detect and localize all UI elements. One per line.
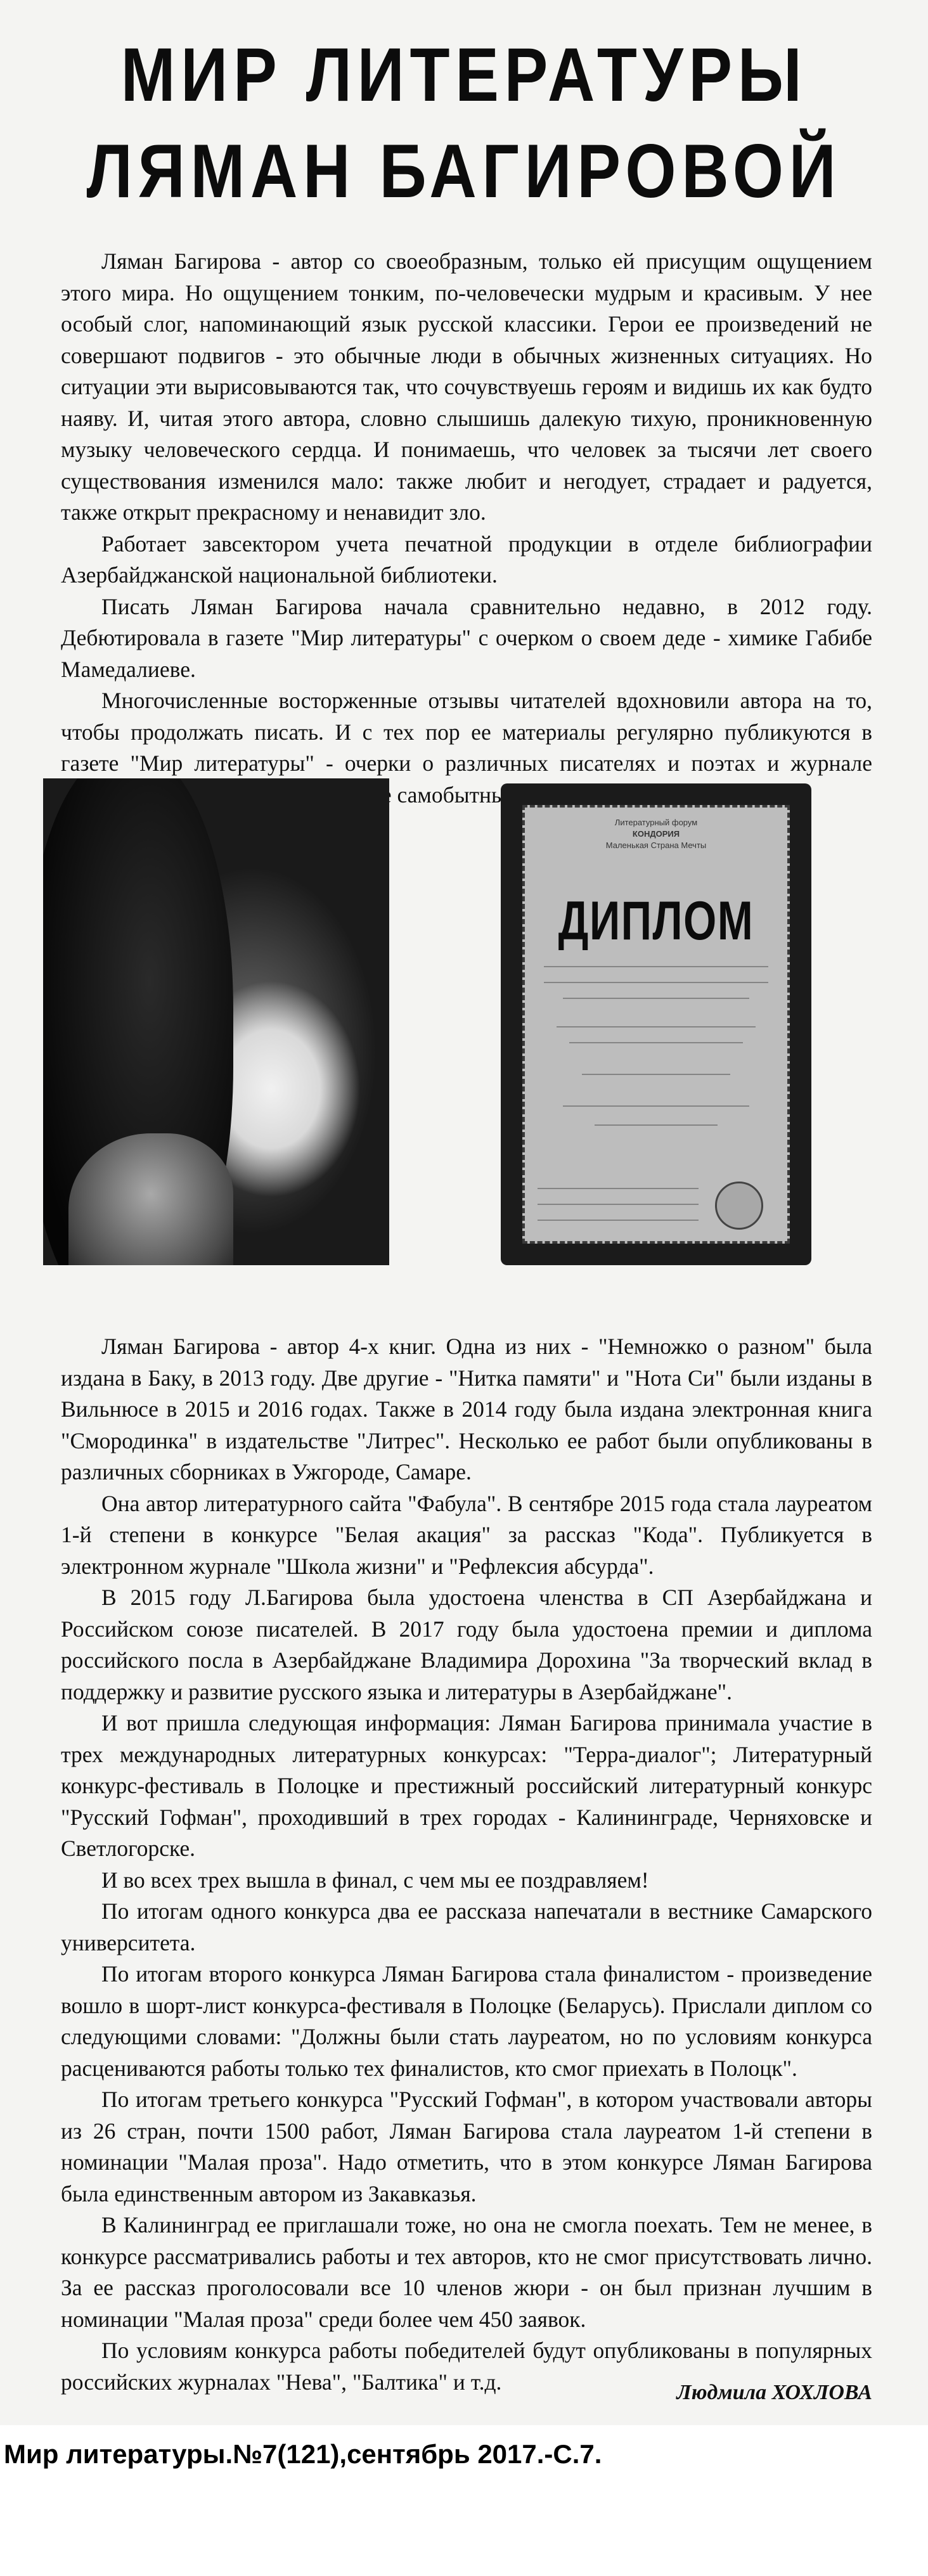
diploma-text-line (563, 998, 749, 999)
paragraph: Многочисленные восторженные отзывы читателей вдохновили автора на то, чтобы продолжать писать. И с тех пор ее материалы регулярно публикуются в газете "Мир литературы" - очерки о различных писателях и поэтах и журнале самобытные (61, 688, 872, 808)
diploma-text-line (538, 1220, 699, 1221)
diploma-header-1: Литературный форум (614, 818, 698, 827)
paragraph: По условиям конкурса работы победителей будут опубликованы в популярных российских журналах "Нева", "Балтика" и т.д. (61, 2338, 872, 2395)
paragraph: В Калининград ее приглашали тоже, но она не смогла поехать. Тем не менее, в конкурсе рассматривались работы и тех авторов, кто не смог присутствовать лично. За ее рассказ проголосовали все 10 членов жюри - он был признан лучшим в номинации "Малая проза" среди более чем 450 заявок. (61, 2212, 872, 2332)
paragraph: Ляман Багирова - автор 4-х книг. Одна из них - "Немножко о разном" была издана в Баку, в 2013 году. Две другие - "Нитка памяти" и "Нота Си" были изданы в Вильнюсе в 2015 и 2016 годах. Также в 2014 году была издана электронная книга "Смородинка" в издательстве "Литрес". Несколько ее работ были опубликованы в различных сборниках в Ужгороде, Самаре. (61, 1334, 872, 1484)
diploma-text-line (544, 982, 768, 983)
diploma-text-line (557, 1026, 756, 1027)
diploma-text-line (595, 1124, 718, 1126)
diploma-text-line (569, 1042, 743, 1043)
intro-text (61, 246, 872, 811)
headline-line-1: МИР ЛИТЕРАТУРЫ (120, 32, 808, 117)
diploma-title: ДИПЛОМ (558, 891, 754, 951)
diploma-text-line (544, 966, 768, 967)
headline-line-2: ЛЯМАН БАГИРОВОЙ (86, 129, 842, 214)
paragraph: И во всех трех вышла в финал, с чем мы ее поздравляем! (101, 1867, 649, 1893)
paragraph: Писать Ляман Багирова начала сравнительно недавно, в 2012 году. Дебютировала в газете "Мир литературы" с очерком о своем деде - химике Габибе Мамедалиеве. (61, 593, 872, 682)
diploma-image (501, 783, 811, 1265)
diploma-header-3: Маленькая Страна Мечты (605, 840, 707, 850)
body-text (61, 1331, 872, 2398)
paragraph: Она автор литературного сайта "Фабула". В сентябре 2015 года стала лауреатом 1-й степени в конкурсе "Белая акация" за рассказ "Кода". Публикуется в электронном журнале "Школа жизни" и "Рефлексия абсурда". (61, 1490, 872, 1579)
author-portrait (43, 778, 389, 1265)
paragraph: По итогам одного конкурса два ее рассказа напечатали в вестнике Самарского университета. (61, 1898, 872, 1955)
source-caption: Мир литературы.№7(121),сентябрь 2017.-С.7. (4, 2439, 602, 2469)
diploma-header-2: КОНДОРИЯ (632, 829, 680, 839)
diploma-sheet (522, 805, 790, 1244)
paragraph: Ляман Багирова - автор со своеобразным, только ей присущим ощущением этого мира. Но ощущением тонким, по-человечески мудрым и красивым. У нее особый слог, напоминающий язык русской классики. Герои ее произведений не совершают подвигов - это обычные люди в обычных жизненных ситуациях. Но ситуации эти вырисовываются так, что сочувствуешь героям и видишь их как будто наяву. И, читая этого автора, словно слышишь далекую тихую, проникновенную музыку человеческого сердца. И понимаешь, что человек за тысячи лет своего существования изменился мало: также любит и негодует, страдает и радуется, также открыт прекрасному и ненавидит зло. (61, 248, 872, 525)
diploma-text-line (538, 1204, 699, 1205)
paragraph: Работает завсектором учета печатной продукции в отделе библиографии Азербайджанской национальной библиотеки. (61, 531, 872, 588)
diploma-seal (715, 1182, 763, 1230)
diploma-text-line (538, 1188, 699, 1189)
author-signature: Людмила ХОХЛОВА (676, 2381, 872, 2404)
diploma-text-line (582, 1074, 730, 1075)
paragraph: И вот пришла следующая информация: Ляман Багирова принимала участие в трех международных литературных конкурсах: "Терра-диалог"; Литературный конкурс-фестиваль в Полоцке и престижный российский литературный конкурс "Русский Гофман", проходивший в трех городах - Калининграде, Черняховске и Светлогорске. (61, 1710, 872, 1861)
paragraph: По итогам второго конкурса Ляман Багирова стала финалистом - произведение вошло в шорт-лист конкурса-фестиваля в Полоцке (Беларусь). Прислали диплом со следующими словами: "Должны были стать лауреатом, но по условиям конкурса расцениваются работы только тех финалистов, кто смог приехать в Полоцк". (61, 1961, 872, 2081)
paragraph: В 2015 году Л.Багирова была удостоена членства в СП Азербайджана и Российском союзе писателей. В 2017 году была удостоена премии и диплома российского посла в Азербайджане Владимира Дорохина "За творческий вклад в поддержку и развитие русского языка и литературы в Азербайджане". (61, 1585, 872, 1704)
diploma-text-line (563, 1105, 749, 1107)
paragraph: По итогам третьего конкурса "Русский Гофман", в котором участвовали авторы из 26 стран, почти 1500 работ, Ляман Багирова стала лауреатом 1-й степени в номинации "Малая проза". Надо отметить, что в этом конкурсе Ляман Багирова была единственным автором из Закавказья. (61, 2087, 872, 2206)
